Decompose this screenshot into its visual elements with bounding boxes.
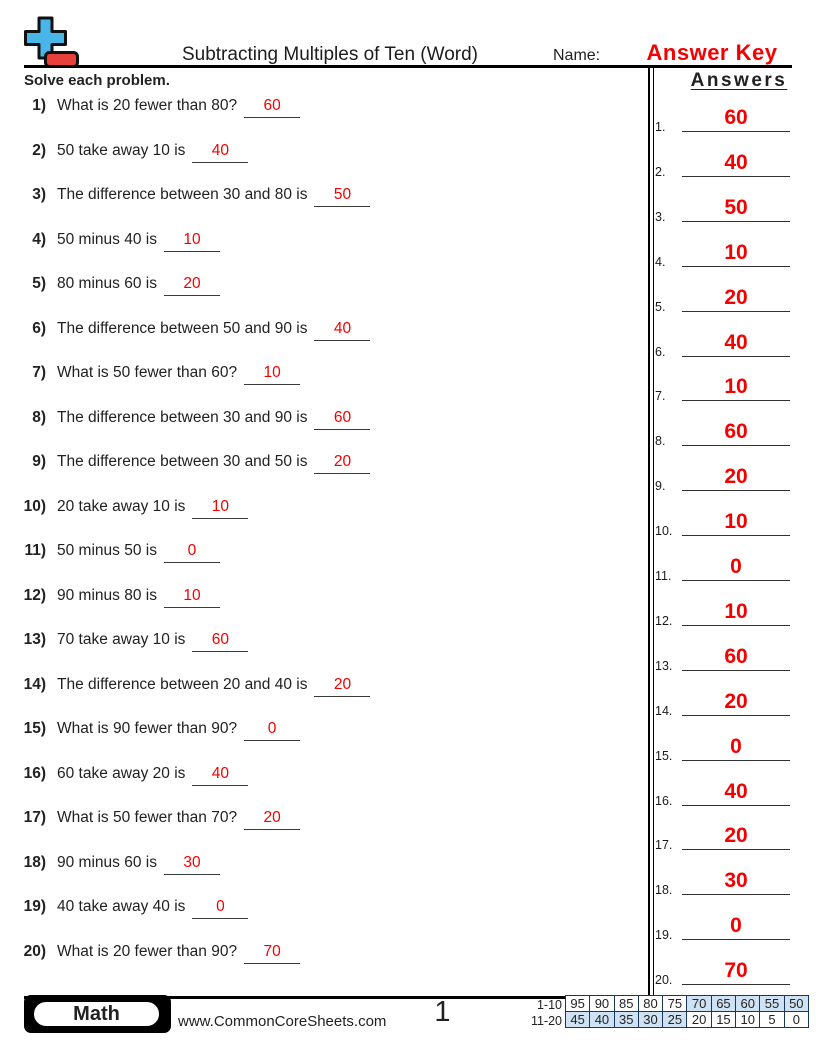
answer-value: 0 <box>730 914 742 938</box>
problem-row <box>0 720 640 741</box>
answer-blank <box>164 542 220 563</box>
answer-line <box>682 625 790 626</box>
score-cell: 95 <box>566 996 590 1012</box>
problem-row <box>0 409 640 430</box>
answer-row <box>654 690 792 722</box>
answer-line <box>682 176 790 177</box>
instructions-text: Solve each problem. <box>24 72 170 89</box>
problem-answer: 10 <box>211 497 230 515</box>
score-cell: 10 <box>736 1012 760 1028</box>
answer-number: 11. <box>655 569 672 583</box>
problem-row <box>0 765 640 786</box>
website-url: www.CommonCoreSheets.com <box>178 1013 387 1030</box>
answer-value: 0 <box>730 555 742 578</box>
plus-minus-logo-icon <box>22 12 80 70</box>
answer-blank <box>314 320 370 341</box>
answer-line <box>682 445 790 446</box>
problem-text: The difference between 30 and 80 is <box>57 186 308 203</box>
answer-number: 15. <box>655 748 673 763</box>
answer-blank <box>192 898 248 919</box>
problem-number: 2) <box>32 141 46 159</box>
problem-answer: 0 <box>267 720 277 737</box>
score-row-label: 11-20 <box>530 1014 562 1028</box>
answer-line <box>682 490 790 491</box>
problem-text: What is 20 fewer than 80? <box>57 97 238 114</box>
problem-number: 9) <box>32 453 46 470</box>
answer-number: 10. <box>655 524 673 539</box>
problem-text: 40 take away 40 is <box>57 898 186 915</box>
problem-number: 19) <box>23 898 46 915</box>
problem-text: The difference between 30 and 90 is <box>57 408 308 426</box>
problem-row <box>0 97 640 118</box>
answer-number: 13. <box>655 658 673 673</box>
answer-number: 19. <box>655 928 673 943</box>
answer-row <box>654 914 792 946</box>
answer-row <box>654 331 792 363</box>
answer-blank <box>314 676 370 697</box>
answer-line <box>682 131 790 132</box>
score-cell: 75 <box>663 996 687 1012</box>
answer-line <box>682 580 790 581</box>
problem-number: 20) <box>23 942 46 960</box>
answer-number: 1. <box>655 120 666 134</box>
answers-heading: Answers <box>690 70 788 91</box>
answer-value: 0 <box>730 734 742 758</box>
answer-value: 30 <box>724 869 748 893</box>
header-rule <box>24 65 792 68</box>
answer-row <box>654 645 792 677</box>
problem-row <box>0 142 640 163</box>
subject-badge <box>24 995 171 1033</box>
answer-row <box>654 959 792 991</box>
problem-text: 60 take away 20 is <box>57 764 186 782</box>
answer-row <box>654 286 792 318</box>
answer-value: 10 <box>724 599 748 623</box>
answer-blank <box>244 943 300 964</box>
answer-line <box>682 221 790 222</box>
score-table <box>565 995 809 1028</box>
answer-blank <box>192 142 248 163</box>
answer-value: 20 <box>724 689 748 713</box>
answer-value: 10 <box>724 510 748 534</box>
problem-row <box>0 275 640 296</box>
problem-answer: 20 <box>333 675 352 693</box>
problem-number: 14) <box>23 675 46 693</box>
answer-number: 18. <box>655 883 673 898</box>
answer-row <box>654 510 792 542</box>
answer-number: 9. <box>655 479 666 494</box>
answer-row <box>654 735 792 767</box>
score-cell: 65 <box>711 996 735 1012</box>
answer-blank <box>244 809 300 830</box>
problem-number: 13) <box>23 631 46 648</box>
problem-answer: 40 <box>211 764 230 782</box>
problem-answer: 10 <box>183 586 201 604</box>
answer-row <box>654 600 792 632</box>
problem-answer: 30 <box>183 853 201 871</box>
problem-text: 70 take away 10 is <box>57 631 186 648</box>
problem-number: 10) <box>23 497 46 515</box>
problem-number: 18) <box>23 853 46 871</box>
answer-row <box>654 555 792 587</box>
answer-blank <box>314 409 370 430</box>
subject-badge-label: Math <box>31 999 162 1029</box>
problem-text: What is 90 fewer than 90? <box>57 720 238 737</box>
answer-number: 4. <box>655 254 666 269</box>
score-cell: 70 <box>687 996 711 1012</box>
answer-value: 40 <box>724 330 748 354</box>
answer-line <box>682 760 790 761</box>
problem-number: 4) <box>32 230 46 248</box>
answer-line <box>682 715 790 716</box>
answer-number: 16. <box>655 793 673 808</box>
answer-value: 10 <box>724 375 748 399</box>
problem-text: 90 minus 80 is <box>57 586 157 604</box>
answer-value: 20 <box>724 285 748 309</box>
problem-row <box>0 943 640 964</box>
answer-blank <box>314 453 370 474</box>
problem-number: 11) <box>24 542 46 559</box>
score-cell: 5 <box>760 1012 784 1028</box>
problem-text: The difference between 30 and 50 is <box>57 453 308 470</box>
problem-number: 6) <box>32 319 46 337</box>
problem-answer: 50 <box>333 186 352 203</box>
answer-blank <box>164 587 220 608</box>
answer-line <box>682 311 790 312</box>
answer-row <box>654 824 792 856</box>
problem-text: What is 20 fewer than 90? <box>57 942 238 960</box>
answer-row <box>654 465 792 497</box>
answer-blank <box>164 854 220 875</box>
score-cell: 30 <box>638 1012 662 1028</box>
problem-text: What is 50 fewer than 70? <box>57 809 238 826</box>
problem-row <box>0 854 640 875</box>
answer-number: 6. <box>655 344 666 359</box>
problem-answer: 0 <box>216 898 225 915</box>
problem-row <box>0 453 640 474</box>
answer-number: 7. <box>655 389 666 404</box>
problem-number: 1) <box>32 97 46 114</box>
answer-line <box>682 670 790 671</box>
problem-text: The difference between 20 and 40 is <box>57 675 308 693</box>
name-label: Name: <box>553 47 601 64</box>
problem-row <box>0 186 640 207</box>
problem-text: 50 minus 40 is <box>57 230 157 248</box>
problem-number: 15) <box>23 720 46 737</box>
problem-number: 12) <box>23 586 46 604</box>
answer-number: 3. <box>655 209 666 224</box>
problem-answer: 70 <box>263 942 281 960</box>
answer-blank <box>314 186 370 207</box>
answer-blank <box>244 97 300 118</box>
answer-value: 20 <box>724 465 748 489</box>
score-cell: 55 <box>760 996 784 1012</box>
problem-answer: 40 <box>211 141 230 159</box>
score-cell: 85 <box>614 996 638 1012</box>
answer-blank <box>192 631 248 652</box>
problem-number: 5) <box>32 275 46 292</box>
answer-number: 14. <box>655 703 673 718</box>
answer-row <box>654 780 792 812</box>
answer-value: 40 <box>724 779 748 803</box>
answer-value: 60 <box>724 420 748 444</box>
answer-blank <box>244 364 300 385</box>
problem-row <box>0 320 640 341</box>
problem-answer: 20 <box>183 275 201 292</box>
score-cell: 60 <box>736 996 760 1012</box>
answer-number: 8. <box>655 434 666 449</box>
problem-answer: 60 <box>211 631 230 648</box>
score-cell: 45 <box>566 1012 590 1028</box>
problem-text: What is 50 fewer than 60? <box>57 364 238 381</box>
score-cell: 40 <box>590 1012 614 1028</box>
answer-number: 5. <box>655 299 666 314</box>
problem-row <box>0 676 640 697</box>
answer-line <box>682 535 790 536</box>
answer-row <box>654 241 792 273</box>
problem-answer: 10 <box>263 364 281 381</box>
problem-row <box>0 898 640 919</box>
answer-row <box>654 106 792 138</box>
problem-text: 50 minus 50 is <box>57 542 157 559</box>
problem-row <box>0 809 640 830</box>
answer-line <box>682 939 790 940</box>
problem-row <box>0 631 640 652</box>
answer-line <box>682 266 790 267</box>
answer-blank <box>244 720 300 741</box>
answer-row <box>654 869 792 901</box>
problem-answer: 60 <box>333 408 352 426</box>
problem-answer: 20 <box>333 453 352 470</box>
answer-blank <box>164 275 220 296</box>
answer-number: 17. <box>655 838 673 853</box>
problem-number: 16) <box>23 764 46 782</box>
answer-row <box>654 375 792 407</box>
answer-line <box>682 984 790 985</box>
problem-number: 7) <box>32 364 46 381</box>
problem-answer: 10 <box>183 230 201 248</box>
problem-text: The difference between 50 and 90 is <box>57 319 308 337</box>
problem-text: 50 take away 10 is <box>57 141 186 159</box>
answer-value: 60 <box>724 644 748 668</box>
answer-key-label: Answer Key <box>646 40 778 65</box>
answer-blank <box>192 498 248 519</box>
problem-text: 20 take away 10 is <box>57 497 186 515</box>
problem-row <box>0 498 640 519</box>
score-cell: 35 <box>614 1012 638 1028</box>
answer-value: 50 <box>724 195 748 219</box>
problem-number: 17) <box>23 809 46 826</box>
problem-number: 8) <box>32 408 46 426</box>
score-cell: 25 <box>663 1012 687 1028</box>
answer-row <box>654 196 792 228</box>
problem-answer: 0 <box>187 542 197 559</box>
score-cell: 80 <box>638 996 662 1012</box>
answer-value: 70 <box>724 959 748 983</box>
score-cell: 90 <box>590 996 614 1012</box>
answer-blank <box>164 231 220 252</box>
answer-line <box>682 356 790 357</box>
answers-divider-line <box>648 68 650 997</box>
page-number: 1 <box>434 996 451 1028</box>
answer-value: 40 <box>724 150 748 174</box>
answer-line <box>682 894 790 895</box>
answer-line <box>682 805 790 806</box>
problem-row <box>0 231 640 252</box>
worksheet-title: Subtracting Multiples of Ten (Word) <box>181 44 479 65</box>
score-row-label: 1-10 <box>536 998 562 1012</box>
answer-value: 60 <box>724 106 748 129</box>
problem-text: 80 minus 60 is <box>57 275 157 292</box>
problem-answer: 40 <box>333 319 352 337</box>
answer-blank <box>192 765 248 786</box>
score-cell: 50 <box>784 996 808 1012</box>
problem-number: 3) <box>32 186 46 203</box>
problem-answer: 20 <box>263 809 281 826</box>
answer-row <box>654 420 792 452</box>
answer-number: 2. <box>655 164 666 179</box>
answer-number: 12. <box>655 613 673 628</box>
score-cell: 20 <box>687 1012 711 1028</box>
problem-text: 90 minus 60 is <box>57 853 157 871</box>
problem-row <box>0 587 640 608</box>
answer-line <box>682 400 790 401</box>
score-cell: 0 <box>784 1012 808 1028</box>
answer-line <box>682 849 790 850</box>
problem-row <box>0 364 640 385</box>
problem-answer: 60 <box>263 97 281 114</box>
answer-number: 20. <box>655 973 673 988</box>
answer-row <box>654 151 792 183</box>
score-cell: 15 <box>711 1012 735 1028</box>
answer-value: 20 <box>724 824 748 848</box>
problem-row <box>0 542 640 563</box>
answer-value: 10 <box>724 240 748 264</box>
